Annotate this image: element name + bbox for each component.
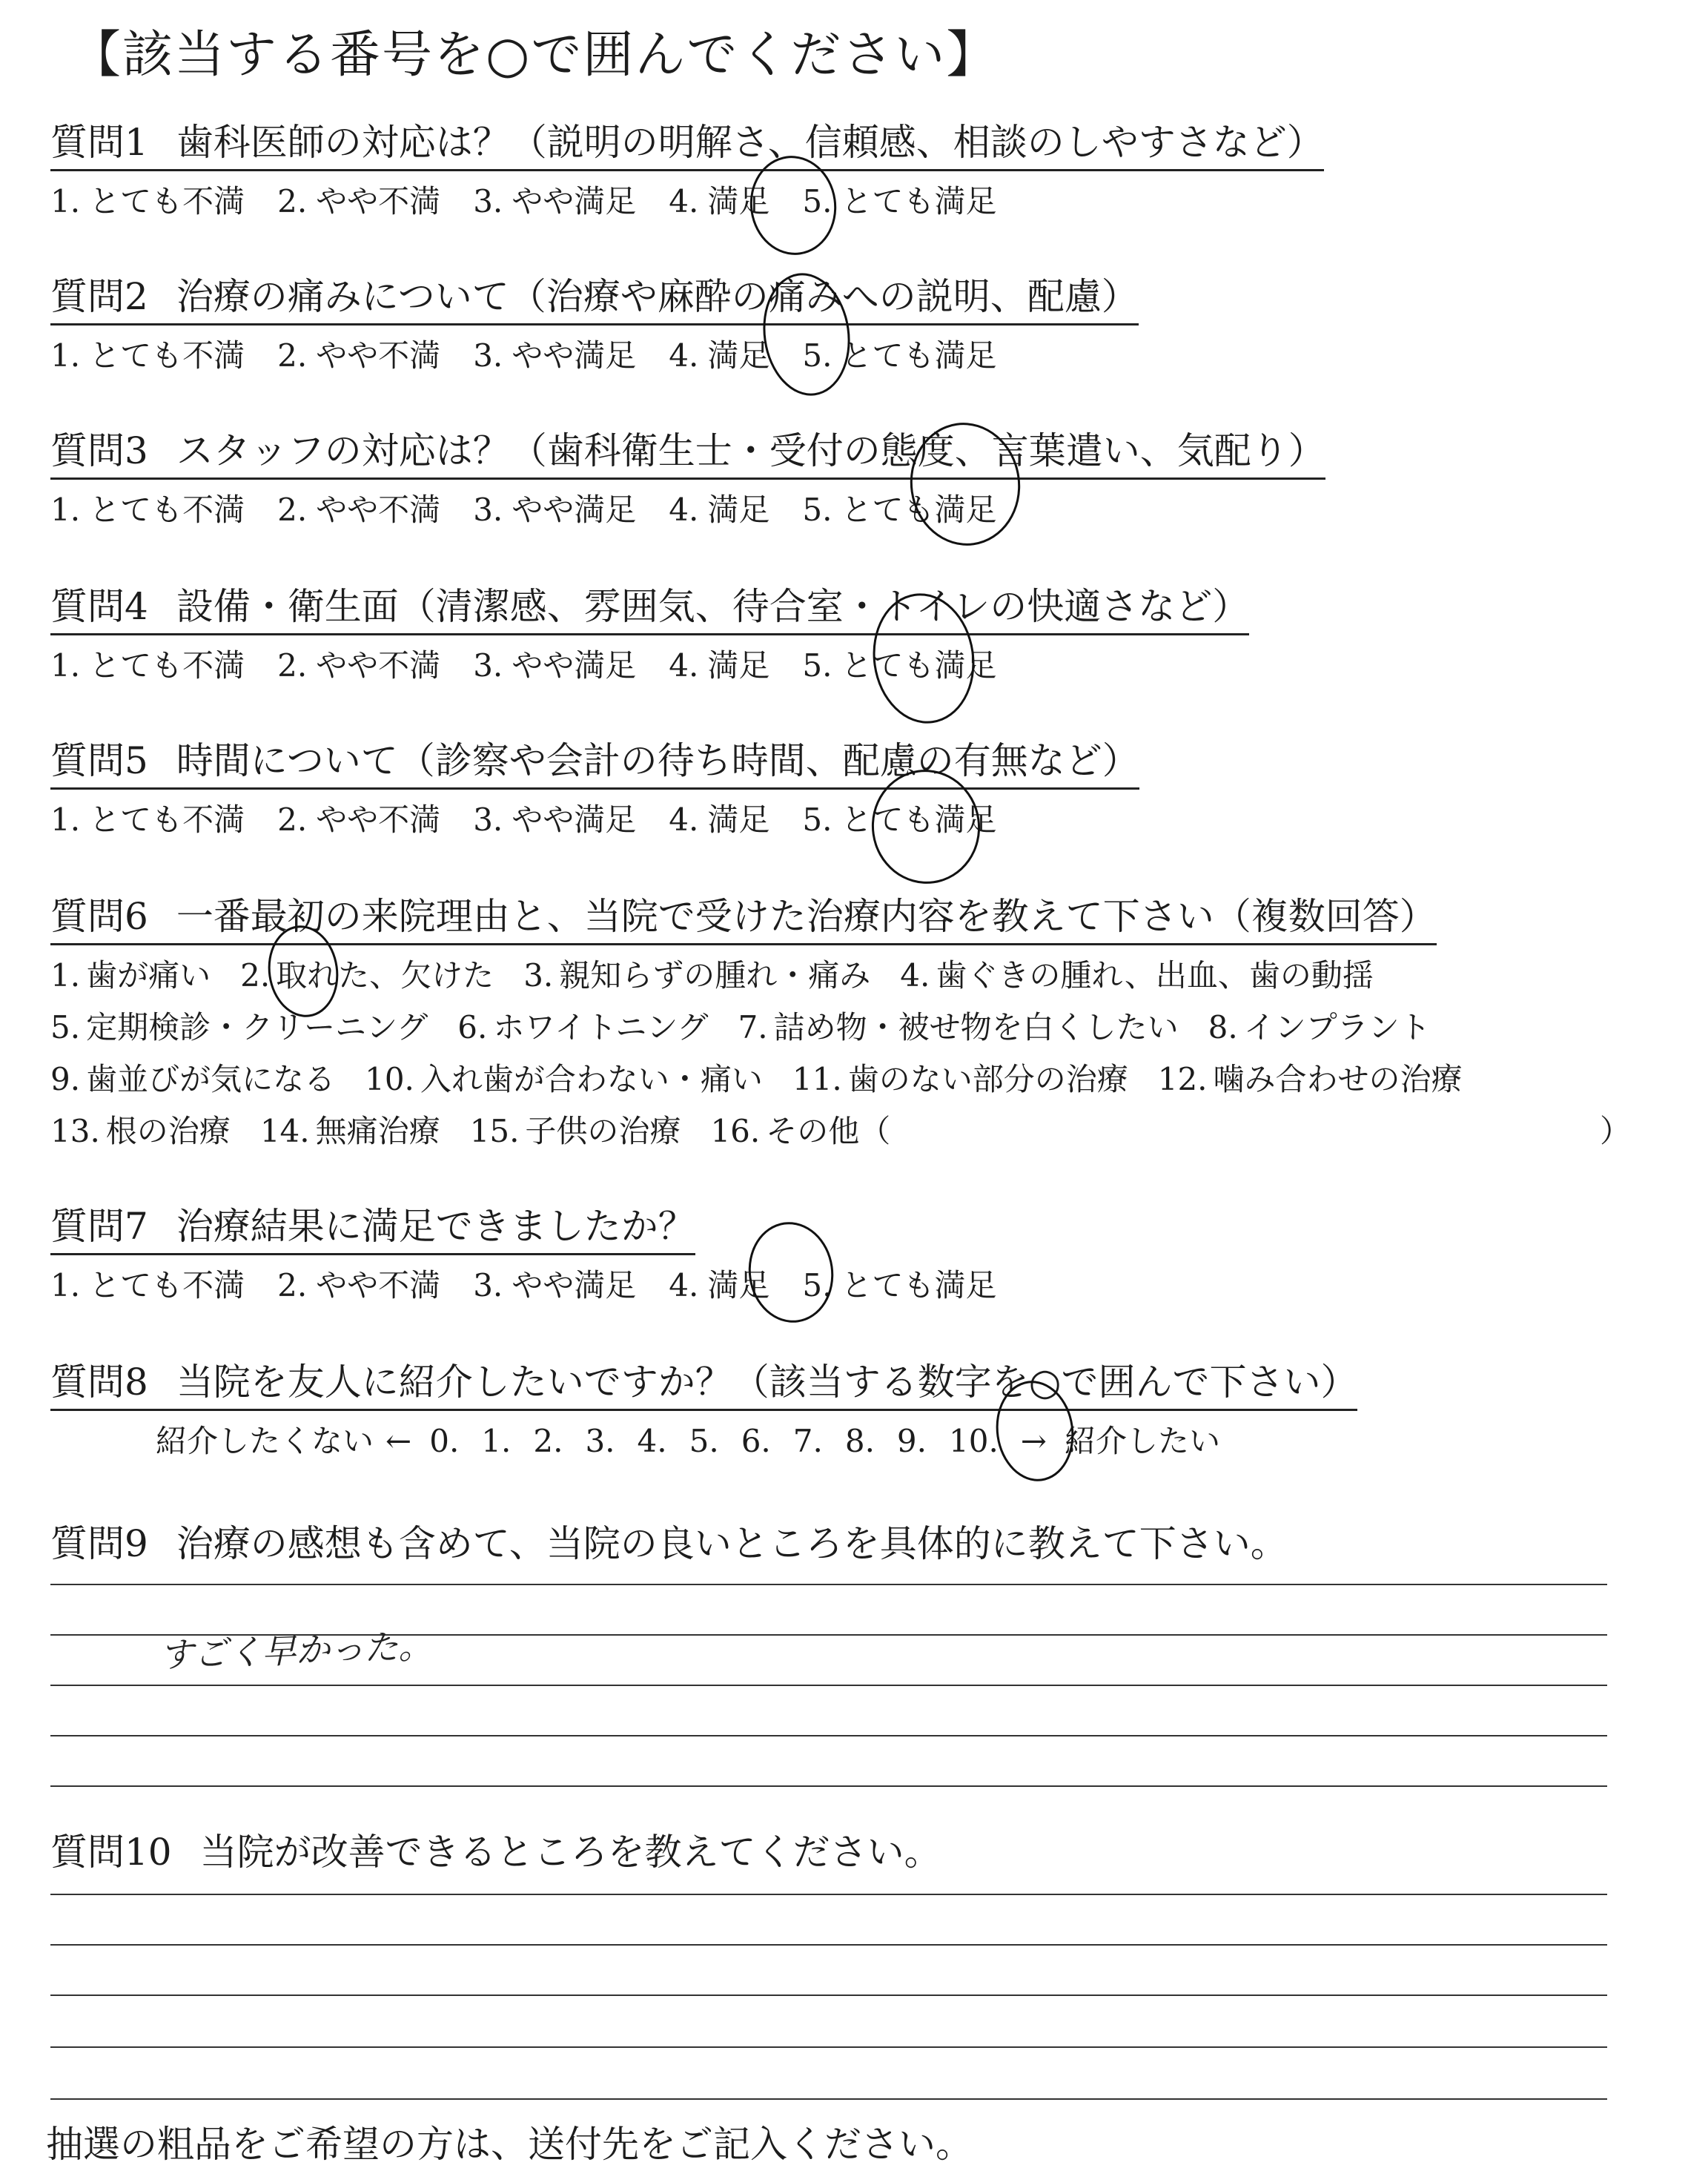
q1-option-4[interactable]: 4. 満足 (669, 183, 770, 219)
q5-option-2[interactable]: 2. やや不満 (277, 802, 441, 838)
q1-option-2[interactable]: 2. やや不満 (277, 183, 441, 219)
q9-answer-line-1[interactable] (50, 1584, 1607, 1585)
q9-handwritten-answer: すごく早かった。 (159, 1625, 433, 1676)
q8-scale-8[interactable]: 8. (844, 1423, 875, 1459)
q6-options-row-3 (50, 1059, 1492, 1100)
q6-option-13[interactable]: 13. 根の治療 (50, 1113, 231, 1149)
question-1-label: 質問1 (50, 121, 148, 164)
question-5-text: 時間について（診察や会計の待ち時間、配慮の有無など） (176, 739, 1139, 782)
q8-scale-9[interactable]: 9. (896, 1423, 927, 1459)
q6-option-3[interactable]: 3. 親知らずの腫れ・痛み (523, 957, 871, 994)
q4-option-1[interactable]: 1. とても不満 (50, 647, 245, 684)
question-3-options (50, 489, 1029, 531)
question-4-text: 設備・衛生面（清潔感、雰囲気、待合室・トイレの快適さなど） (176, 585, 1250, 628)
q1-option-5[interactable]: 5. とても満足 (802, 183, 997, 219)
question-1-title (50, 119, 1324, 171)
q6-option-15[interactable]: 15. 子供の治療 (469, 1113, 681, 1149)
q6-option-16[interactable]: 16. その他（ (710, 1113, 891, 1149)
q7-option-2[interactable]: 2. やや不満 (277, 1267, 441, 1303)
q9-answer-line-3[interactable] (50, 1685, 1607, 1686)
question-1-options (50, 181, 1029, 222)
q7-option-3[interactable]: 3. やや満足 (473, 1267, 637, 1303)
q6-option-11[interactable]: 11. 歯のない部分の治療 (792, 1061, 1128, 1097)
q2-option-2[interactable]: 2. やや不満 (277, 337, 441, 374)
q2-option-4[interactable]: 4. 満足 (669, 337, 770, 374)
q7-option-1[interactable]: 1. とても不満 (50, 1267, 245, 1303)
q6-option-8[interactable]: 8. インプラント (1208, 1009, 1431, 1045)
q5-option-1[interactable]: 1. とても不満 (50, 802, 245, 838)
question-5-title (50, 737, 1139, 790)
question-8-label: 質問8 (50, 1361, 148, 1404)
q8-scale-0[interactable]: 0. (429, 1423, 460, 1459)
q10-answer-line-1[interactable] (50, 1894, 1607, 1895)
question-6-label: 質問6 (50, 895, 148, 938)
q6-other-close-paren: ） (1600, 1113, 1632, 1149)
q6-option-5[interactable]: 5. 定期検診・クリーニング (50, 1009, 428, 1045)
question-7-title (50, 1203, 695, 1255)
q6-options-row-2 (50, 1007, 1460, 1048)
q8-scale-1[interactable]: 1. (481, 1423, 512, 1459)
question-5-label: 質問5 (50, 739, 148, 782)
question-7-text: 治療結果に満足できましたか？ (176, 1205, 695, 1248)
question-8-text: 当院を友人に紹介したいですか？（該当する数字を○で囲んで下さい） (176, 1361, 1358, 1404)
q3-option-1[interactable]: 1. とても不満 (50, 492, 245, 528)
question-2-text: 治療の痛みについて（治療や麻酔の痛みへの説明、配慮） (176, 275, 1139, 318)
q8-left-label: 紹介したくない (156, 1423, 374, 1459)
question-10-title (50, 1828, 941, 1879)
q10-answer-line-5[interactable] (50, 2098, 1607, 2100)
q6-options-row-4 (50, 1111, 920, 1152)
q2-option-1[interactable]: 1. とても不満 (50, 337, 245, 374)
question-4-label: 質問4 (50, 585, 148, 628)
q8-scale-3[interactable]: 3. (585, 1423, 615, 1459)
q6-option-6[interactable]: 6. ホワイトニング (457, 1009, 709, 1045)
q8-scale-5[interactable]: 5. (689, 1423, 719, 1459)
question-3-title (50, 427, 1325, 480)
q6-option-9[interactable]: 9. 歯並びが気になる (50, 1061, 336, 1097)
q10-answer-line-2[interactable] (50, 1944, 1607, 1946)
question-3-text: スタッフの対応は？（歯科衛生士・受付の態度、言葉遣い、気配り） (176, 429, 1325, 472)
q3-option-4[interactable]: 4. 満足 (669, 492, 770, 528)
q7-option-5[interactable]: 5. とても満足 (802, 1267, 997, 1303)
q6-option-7[interactable]: 7. 詰め物・被せ物を白くしたい (738, 1009, 1179, 1045)
question-10-label: 質問10 (50, 1831, 172, 1874)
q1-option-3[interactable]: 3. やや満足 (473, 183, 637, 219)
q3-option-2[interactable]: 2. やや不満 (277, 492, 441, 528)
q9-answer-line-5[interactable] (50, 1785, 1607, 1787)
q2-option-3[interactable]: 3. やや満足 (473, 337, 637, 374)
question-7-label: 質問7 (50, 1205, 148, 1248)
q3-option-3[interactable]: 3. やや満足 (473, 492, 637, 528)
q7-option-4[interactable]: 4. 満足 (669, 1267, 770, 1303)
q7-selection-circle (742, 1217, 840, 1329)
q8-scale-4[interactable]: 4. (637, 1423, 667, 1459)
q9-answer-line-4[interactable] (50, 1735, 1607, 1736)
q4-option-5[interactable]: 5. とても満足 (802, 647, 997, 684)
question-2-options (50, 335, 1029, 377)
q6-option-12[interactable]: 12. 噛み合わせの治療 (1157, 1061, 1463, 1097)
q8-scale-2[interactable]: 2. (533, 1423, 563, 1459)
question-10-text: 当院が改善できるところを教えてください。 (199, 1831, 941, 1874)
q6-option-10[interactable]: 10. 入れ歯が合わない・痛い (365, 1061, 763, 1097)
q6-option-2[interactable]: 2. 取れた、欠けた (240, 957, 494, 994)
q6-option-1[interactable]: 1. 歯が痛い (50, 957, 211, 994)
question-2-title (50, 273, 1139, 325)
q4-option-2[interactable]: 2. やや不満 (277, 647, 441, 684)
question-7-options (50, 1265, 1029, 1306)
question-1-text: 歯科医師の対応は？（説明の明解さ、信頼感、相談のしやすさなど） (176, 121, 1324, 164)
question-6-title (50, 893, 1437, 945)
question-8-title (50, 1358, 1357, 1411)
q4-option-4[interactable]: 4. 満足 (669, 647, 770, 684)
q10-answer-line-3[interactable] (50, 1995, 1607, 1996)
question-3-label: 質問3 (50, 429, 148, 472)
right-arrow-icon: → (1020, 1423, 1047, 1459)
q8-right-label: 紹介したい (1065, 1423, 1221, 1459)
q6-option-14[interactable]: 14. 無痛治療 (259, 1113, 440, 1149)
q6-options-row-1 (50, 955, 1403, 997)
footer-note: 抽選の粗品をご希望の方は、送付先をご記入ください。 (46, 2123, 973, 2166)
q8-scale-7[interactable]: 7. (792, 1423, 823, 1459)
q3-option-5[interactable]: 5. とても満足 (802, 492, 997, 528)
form-header: 【該当する番号を○で囲んでください】 (70, 26, 999, 85)
question-2-label: 質問2 (50, 275, 148, 318)
q5-option-4[interactable]: 4. 満足 (669, 802, 770, 838)
question-9-text: 治療の感想も含めて、当院の良いところを具体的に教えて下さい。 (176, 1522, 1288, 1565)
q4-option-3[interactable]: 3. やや満足 (473, 647, 637, 684)
question-9-label: 質問9 (50, 1522, 148, 1565)
q5-option-5[interactable]: 5. とても満足 (802, 802, 997, 838)
question-4-title (50, 583, 1249, 635)
q6-option-4[interactable]: 4. 歯ぐきの腫れ、出血、歯の動揺 (900, 957, 1374, 994)
question-6-text: 一番最初の来院理由と、当院で受けた治療内容を教えて下さい（複数回答） (176, 895, 1437, 938)
q8-scale-6[interactable]: 6. (741, 1423, 771, 1459)
left-arrow-icon: ← (385, 1423, 412, 1459)
question-9-title (50, 1520, 1288, 1570)
q5-option-3[interactable]: 3. やや満足 (473, 802, 637, 838)
q8-scale-10[interactable]: 10. (949, 1423, 999, 1459)
q1-option-1[interactable]: 1. とても不満 (50, 183, 245, 219)
q2-option-5[interactable]: 5. とても満足 (802, 337, 997, 374)
q10-answer-line-4[interactable] (50, 2046, 1607, 2048)
